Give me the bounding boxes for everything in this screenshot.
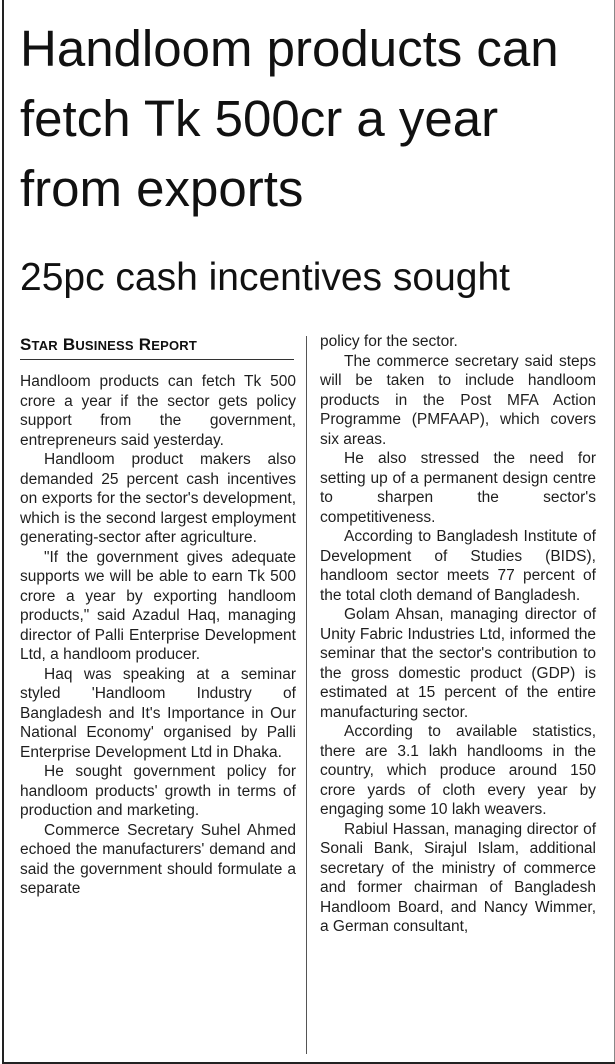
paragraph: The commerce secretary said steps will be taken to include handloom products in the Post MFA Action Programme (PMFAAP), which covers six areas. <box>320 352 596 448</box>
right-column <box>320 332 596 937</box>
paragraph: He sought government policy for handloom products' growth in terms of production and marketing. <box>20 763 296 819</box>
byline-small-1: TAR <box>31 338 58 353</box>
paragraph: Rabiul Hassan, managing director of Sonali Bank, Sirajul Islam, additional secretary of the ministry of commerce and former chairman of Bangladesh Handloom Board, and Nancy Wimmer, a German consultant, <box>320 820 596 935</box>
paragraph: Handloom product makers also demanded 25 percent cash incentives on exports for the sector's development, which is the second largest employment generating-sector after agriculture. <box>20 451 296 546</box>
paragraph: policy for the sector. <box>320 333 458 350</box>
paragraph: Handloom products can fetch Tk 500 crore a year if the sector gets policy support from the government, entrepreneurs said yesterday. <box>20 373 296 449</box>
subheadline: 25pc cash incentives sought <box>20 256 510 299</box>
byline-small-3: EPORT <box>151 338 198 353</box>
headline: Handloom products can fetch Tk 500cr a year from exports <box>20 20 559 217</box>
paragraph: According to available statistics, there are 3.1 lakh handlooms in the country, which produce around 150 crore yards of cloth every year by engaging some 10 lakh weavers. <box>320 723 596 818</box>
paragraph: Commerce Secretary Suhel Ahmed echoed the manufacturers' demand and said the government should formulate a separate <box>20 821 296 897</box>
byline-cap-1: S <box>20 335 32 354</box>
column-divider <box>306 336 307 1054</box>
byline-small-2: USINESS <box>75 338 134 353</box>
byline-rule <box>20 359 294 360</box>
byline-cap-2: B <box>62 335 76 354</box>
left-column <box>20 372 296 899</box>
byline-cap-3: R <box>138 335 152 354</box>
byline <box>20 334 294 357</box>
paragraph: According to Bangladesh Institute of Development of Studies (BIDS), handloom sector meets 77 percent of the total cloth demand of Bangladesh. <box>320 528 596 604</box>
left-border-rule <box>2 0 4 1064</box>
paragraph: He also stressed the need for setting up of a permanent design centre to sharpen the sector's competitiveness. <box>320 450 596 526</box>
paragraph: Haq was speaking at a seminar styled 'Handloom Industry of Bangladesh and It's Importance in Our National Economy' organised by Palli Enterprise Development Ltd in Dhaka. <box>20 665 296 761</box>
paragraph: Golam Ahsan, managing director of Unity Fabric Industries Ltd, informed the seminar that the sector's contribution to the gross domestic product (GDP) is estimated at 15 percent of the entire manufacturing sector. <box>320 606 596 721</box>
paragraph: "If the government gives adequate supports we will be able to earn Tk 500 crore a year by exporting handloom products," said Azadul Haq, managing director of Palli Enterprise Development Ltd, a handloom producer. <box>20 548 296 663</box>
